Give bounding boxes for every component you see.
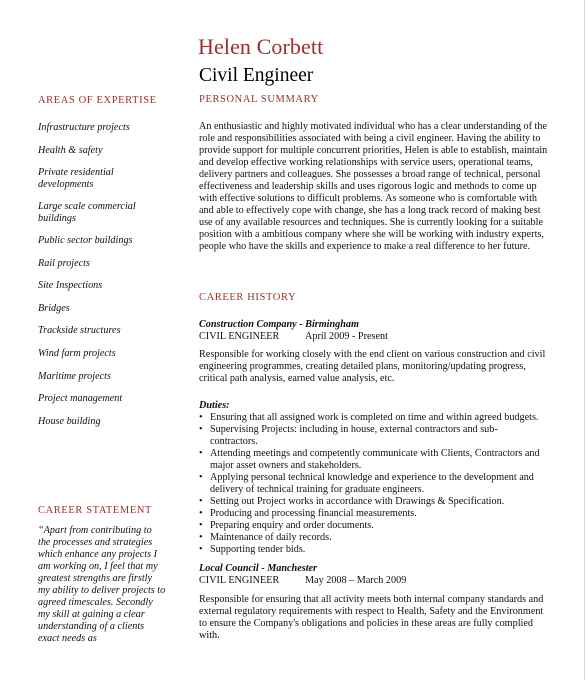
duty-item: • Supporting tender bids. [199,544,306,555]
job-role: CIVIL ENGINEER [199,575,280,586]
career-statement-text: “Apart from contributing to the processes and strategies which enhance any projects I am working on, I feel that my greatest strengths are firstly my ability to deliver projects to agreed timescales. Secondly my skill at gaining a clear understanding of a clients exact needs as [38,525,166,644]
bullet-icon: • [199,472,203,483]
bullet-icon: • [199,412,203,423]
expertise-item: Health & safety [38,145,103,156]
duties-list [199,412,544,556]
job-title-row [199,331,388,342]
candidate-title: Civil Engineer [199,65,314,86]
expertise-item: Large scale commercial buildings [38,201,136,224]
expertise-item: Rail projects [38,258,90,269]
expertise-item: Bridges [38,303,70,314]
expertise-item: Project management [38,393,123,404]
bullet-icon: • [199,508,203,519]
duty-item: • Attending meetings and competently communicate with Clients, Contractors and major asset owners and stakeholders. [199,448,540,471]
bullet-icon: • [199,424,203,435]
career-history-heading: CAREER HISTORY [199,292,297,303]
expertise-heading: AREAS OF EXPERTISE [38,95,157,106]
bullet-icon: • [199,532,203,543]
duty-item: • Setting out Project works in accordance with Drawings & Specification. [199,496,505,507]
expertise-item: Private residential developments [38,167,114,190]
job-company: Construction Company - Birmingham [199,319,359,330]
duty-item: • Applying personal technical knowledge and experience to the development and delivery of technical training for graduate engineers. [199,472,534,495]
expertise-item: Maritime projects [38,371,111,382]
expertise-item: Public sector buildings [38,235,133,246]
duty-item: • Supervising Projects: including in house, external contractors and sub-contractors. [199,424,498,447]
bullet-icon: • [199,520,203,531]
expertise-item: Trackside structures [38,325,121,336]
job-description: Responsible for working closely with the end client on various construction and civil engineering programmes, creating detailed plans, monitoring/updating progress, critical path analysis, earned value analysis, etc. [199,349,546,384]
duty-item: • Preparing enquiry and order documents. [199,520,374,531]
duties-label: Duties: [199,400,230,411]
job-role: CIVIL ENGINEER [199,331,280,342]
personal-summary-heading: PERSONAL SUMMARY [199,94,319,105]
expertise-item: Infrastructure projects [38,122,130,133]
expertise-item: Site Inspections [38,280,103,291]
candidate-name: Helen Corbett [198,34,324,59]
bullet-icon: • [199,496,203,507]
expertise-item: Wind farm projects [38,348,116,359]
bullet-icon: • [199,544,203,555]
job-description: Responsible for ensuring that all activity meets both internal company standards and external regulatory requirements with respect to Health, Safety and the Environment to ensure the Company's obligations and policies in these areas are fully complied with. [199,594,544,641]
career-statement-heading: CAREER STATEMENT [38,505,153,516]
job-company: Local Council - Manchester [199,563,318,574]
duty-item: • Ensuring that all assigned work is completed on time and within agreed budgets. [199,412,539,423]
personal-summary-text: An enthusiastic and highly motivated individual who has a clear understanding of the role and responsibilities associated with being a civil engineer. Having the ability to provide support for multiple concurrent priorities, Helen is able to establish, maintain and develop effective working relationships with service users, operational teams, delivery partners and colleagues. She possesses a broad range of technical, personal effectiveness and leadership skills and uses rigorous logic and methods to come up with effective solutions to difficult problems. As someone who is comfortable with and able to effectively cope with change, she has a long track record of making best use of any available resources and techniques. She is currently looking for a suitable position with a ambitious company where she will be working with industry experts, people who have the skills and experience to make a real difference to her future. [199,121,548,252]
duty-item: • Producing and processing financial measurements. [199,508,417,519]
job-title-row [199,575,406,586]
expertise-item: House building [38,416,101,427]
job-dates: April 2009 - Present [305,331,388,342]
bullet-icon: • [199,448,203,459]
duty-item: • Maintenance of daily records. [199,532,332,543]
job-dates: May 2008 – March 2009 [305,575,407,586]
